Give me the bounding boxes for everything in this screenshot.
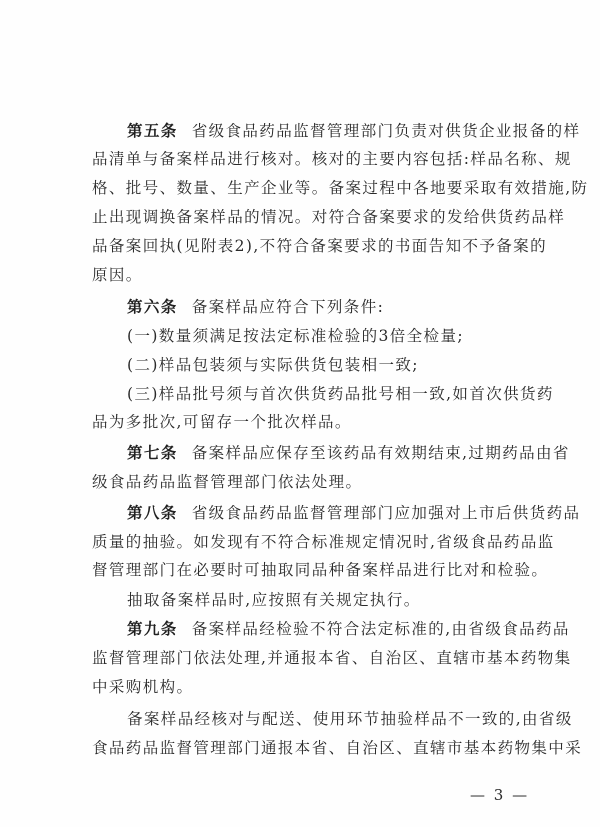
article-9-extra-line-2: 食品药品监督管理部门通报本省、自治区、直辖市基本药物集中采 bbox=[92, 739, 583, 757]
article-8-line-1: 省级食品药品监督管理部门应加强对上市后供货药品 bbox=[191, 504, 581, 522]
article-7-line-1: 备案样品应保存至该药品有效期结束,过期药品由省 bbox=[191, 444, 570, 462]
article-8-label: 第八条 bbox=[127, 504, 178, 522]
article-5-label: 第五条 bbox=[127, 122, 178, 140]
article-8-extra-line-1: 抽取备案样品时,应按照有关规定执行。 bbox=[127, 591, 421, 609]
article-9-extra-line-1: 备案样品经核对与配送、使用环节抽验样品不一致的,由省级 bbox=[127, 710, 573, 728]
item-3-line-1: (三)样品批号须与首次供货药品批号相一致,如首次供货药 bbox=[127, 385, 554, 403]
article-5-line-5: 品备案回执(见附表2),不符合备案要求的书面告知不予备案的 bbox=[92, 237, 547, 255]
item-2-line-1: (二)样品包装须与实际供货包装相一致; bbox=[127, 356, 419, 374]
article-5-line-1: 省级食品药品监督管理部门负责对供货企业报备的样 bbox=[191, 122, 581, 140]
article-5-line-3: 格、批号、数量、生产企业等。备案过程中各地要采取有效措施,防 bbox=[92, 179, 589, 197]
article-5-line-6: 原因。 bbox=[92, 266, 143, 284]
article-5-line-2: 品清单与备案样品进行核对。核对的主要内容包括:样品名称、规 bbox=[92, 150, 572, 168]
article-6-label: 第六条 bbox=[127, 298, 178, 316]
article-8-line-2: 质量的抽验。如发现有不符合标准规定情况时,省级食品药品监 bbox=[92, 533, 555, 551]
item-1-line-1: (一)数量须满足按法定标准检验的3倍全检量; bbox=[127, 327, 464, 345]
article-7-line-2: 级食品药品监督管理部门依法处理。 bbox=[92, 473, 363, 491]
article-5-line-4: 止出现调换备案样品的情况。对符合备案要求的发给供货药品样 bbox=[92, 208, 566, 226]
article-8-line-3: 督管理部门在必要时可抽取同品种备案样品进行比对和检验。 bbox=[92, 561, 549, 579]
article-9-line-3: 中采购机构。 bbox=[92, 678, 194, 696]
article-9-line-1: 备案样品经检验不符合法定标准的,由省级食品药品 bbox=[191, 620, 570, 638]
article-6-line-1: 备案样品应符合下列条件: bbox=[191, 298, 385, 316]
article-7-label: 第七条 bbox=[127, 444, 178, 462]
item-3-line-2: 品为多批次,可留存一个批次样品。 bbox=[92, 413, 352, 431]
article-9-line-2: 监督管理部门依法处理,并通报本省、自治区、直辖市基本药物集 bbox=[92, 649, 572, 667]
page-number: — 3 — bbox=[470, 786, 530, 804]
article-9-label: 第九条 bbox=[127, 620, 178, 638]
